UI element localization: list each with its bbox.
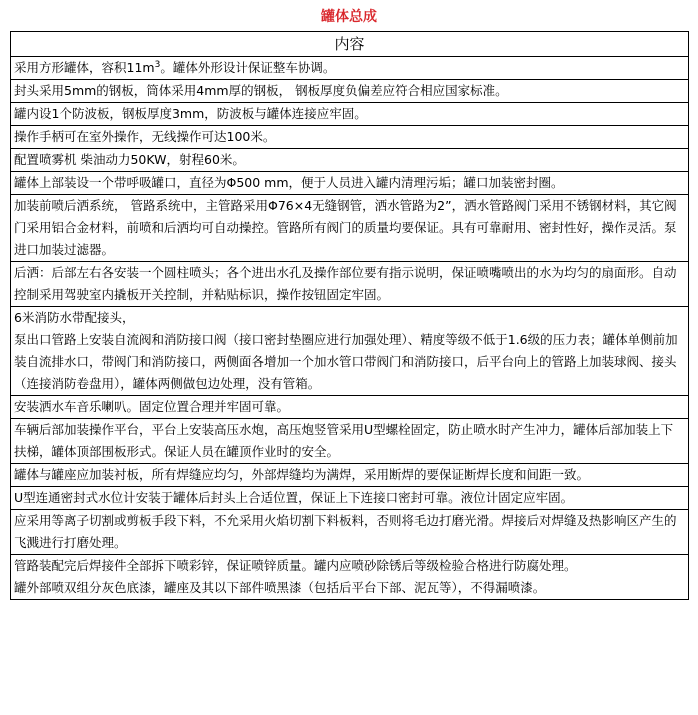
table-row xyxy=(11,80,689,103)
table-row xyxy=(11,307,689,396)
cell-text: 。罐体外形设计保证整车协调。 xyxy=(160,60,336,75)
table-row xyxy=(11,419,689,464)
table-row xyxy=(11,555,689,600)
table-row xyxy=(11,396,689,419)
table-row xyxy=(11,149,689,172)
table-cell: 罐体与罐座应加装衬板，所有焊缝应均匀，外部焊缝均为满焊，采用断焊的要保证断焊长度和间距一致。 xyxy=(11,464,689,487)
table-row xyxy=(11,487,689,510)
page-title: 罐体总成 xyxy=(321,9,377,25)
table-cell: 封头采用5mm的钢板，筒体采用4mm厚的钢板， 钢板厚度负偏差应符合相应国家标准。 xyxy=(11,80,689,103)
table-cell: 车辆后部加装操作平台，平台上安装高压水炮，高压炮竖管采用U型螺栓固定，防止喷水时产生冲力，罐体后部加装上下扶梯，罐体顶部围板形式。保证人员在罐顶作业时的安全。 xyxy=(11,419,689,464)
table-row xyxy=(11,262,689,307)
table-row xyxy=(11,464,689,487)
cell-line: 6米消防水带配接头， xyxy=(14,310,135,325)
cell-line: 管路装配完后焊接件全部拆下喷彩锌，保证喷锌质量。罐内应喷砂除锈后等级检验合格进行防腐处理。 xyxy=(14,558,577,573)
table-header-row xyxy=(11,32,689,57)
table-row xyxy=(11,57,689,80)
table-cell: 罐体上部装设一个带呼吸罐口，直径为Φ500 mm，便于人员进入罐内清理污垢；罐口加装密封圈。 xyxy=(11,172,689,195)
table-row xyxy=(11,510,689,555)
table-cell: 配置喷雾机 柴油动力50KW，射程60米。 xyxy=(11,149,689,172)
table-cell xyxy=(11,307,689,396)
table-cell: 加装前喷后洒系统， 管路系统中，主管路采用Φ76×4无缝钢管，洒水管路为2”，洒水管路阀门采用不锈钢材料，其它阀门采用铝合金材料，前喷和后洒均可自动操控。管路所有阀门的质量均要保证。具有可靠耐用、密封性好，操作灵活。泵进口加装过滤器。 xyxy=(11,195,689,262)
table-row xyxy=(11,103,689,126)
table-cell: 操作手柄可在室外操作，无线操作可达100米。 xyxy=(11,126,689,149)
table-cell: 罐内设1个防波板，钢板厚度3mm，防波板与罐体连接应牢固。 xyxy=(11,103,689,126)
table-cell: 应采用等离子切割或剪板手段下料，不允采用火焰切割下料板料，否则将毛边打磨光滑。焊接后对焊缝及热影响区产生的飞溅进行打磨处理。 xyxy=(11,510,689,555)
table-row xyxy=(11,172,689,195)
spec-table xyxy=(10,31,689,600)
cell-line: 罐外部喷双组分灰色底漆，罐座及其以下部件喷黑漆（包括后平台下部、泥瓦等），不得漏喷漆。 xyxy=(14,580,546,595)
cell-text: 采用方形罐体，容积11m xyxy=(14,60,155,75)
table-row xyxy=(11,195,689,262)
table-cell: 安装洒水车音乐喇叭。固定位置合理并牢固可靠。 xyxy=(11,396,689,419)
table-row xyxy=(11,126,689,149)
table-cell xyxy=(11,555,689,600)
superscript: 3 xyxy=(154,59,161,70)
cell-line: 泵出口管路上安装自流阀和消防接口阀（接口密封垫圈应进行加强处理）、精度等级不低于1.6级的压力表；罐体单侧前加装自流排水口，带阀门和消防接口，两侧面各增加一个加水管口带阀门和消防接口，后平台向上的管路上加装球阀、接头（连接消防卷盘用），罐体两侧做包边处理，没有管箱。 xyxy=(14,332,678,391)
table-cell xyxy=(11,57,689,80)
table-cell: U型连通密封式水位计安装于罐体后封头上合适位置，保证上下连接口密封可靠。液位计固定应牢固。 xyxy=(11,487,689,510)
table-header-content: 内容 xyxy=(11,32,689,57)
table-cell: 后洒：后部左右各安装一个圆柱喷头；各个进出水孔及操作部位要有指示说明，保证喷嘴喷出的水为均匀的扇面形。自动控制采用驾驶室内撬板开关控制，并粘贴标识，操作按钮固定牢固。 xyxy=(11,262,689,307)
